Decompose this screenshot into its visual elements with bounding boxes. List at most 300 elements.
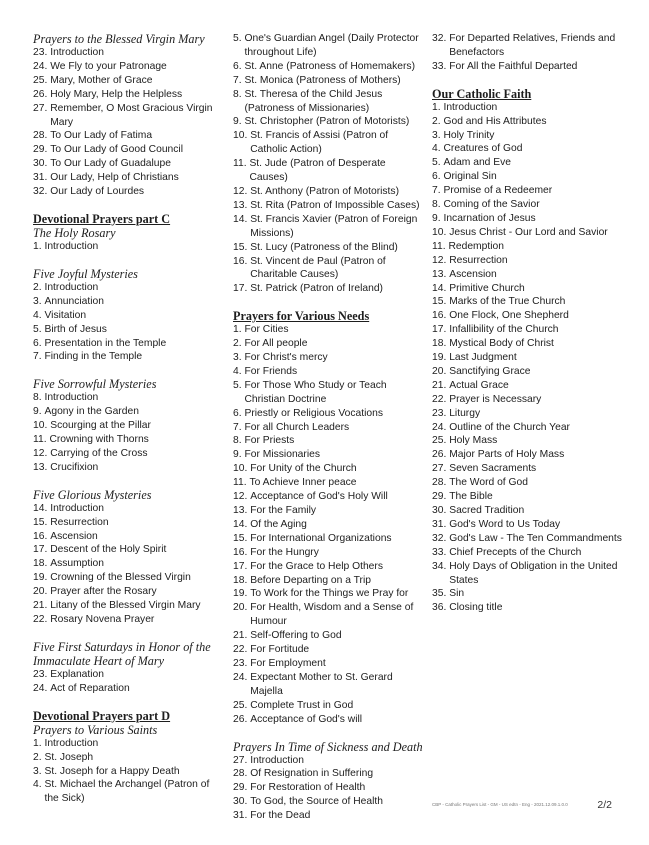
list-item (33, 502, 223, 516)
item-text: Prayer is Necessary (449, 393, 542, 405)
column-2 (233, 32, 425, 823)
section (33, 709, 223, 807)
list-item (33, 143, 223, 157)
item-number: 9. (233, 116, 242, 128)
item-text: Introduction (44, 240, 99, 252)
list-item (233, 157, 425, 185)
list-item (233, 32, 425, 60)
section-spacer (33, 364, 223, 377)
item-text: Descent of the Holy Spirit (50, 544, 167, 556)
list-item (233, 365, 425, 379)
item-text: Acceptance of God's will (250, 713, 363, 725)
list-item (432, 142, 624, 156)
item-text: Holy Mass (449, 435, 498, 447)
item-number: 15. (233, 241, 248, 253)
item-number: 15. (432, 296, 447, 308)
item-text: St. Anthony (Patron of Motorists) (250, 185, 399, 197)
item-text: Introduction (44, 737, 99, 749)
section (33, 377, 223, 474)
item-number: 23. (33, 668, 48, 680)
footer-doc-id: CBP - Catholic Prayers List - GM - US edtn - Eng - 2021.12.09.1.0.0 (432, 802, 568, 807)
item-text: Introduction (44, 392, 99, 404)
item-number: 3. (233, 352, 242, 364)
subsection-heading: Five Joyful Mysteries (33, 266, 138, 281)
item-number: 9. (233, 449, 242, 461)
item-text: For Cities (244, 324, 289, 336)
item-text: Holy Days of Obligation in the United States (449, 560, 618, 586)
list-item (432, 379, 624, 393)
item-number: 12. (33, 447, 48, 459)
item-number: 16. (432, 310, 447, 322)
list-item (33, 668, 223, 682)
list-item (233, 809, 425, 823)
list-item (33, 309, 223, 323)
item-number: 16. (33, 530, 48, 542)
item-text: St. Monica (Patroness of Mothers) (244, 74, 401, 86)
item-number: 27. (432, 463, 447, 475)
subsection-heading: Prayers In Time of Sickness and Death (233, 739, 423, 754)
item-number: 5. (233, 33, 242, 44)
list-item (432, 601, 624, 615)
list-item (33, 433, 223, 447)
list-item (233, 448, 425, 462)
item-text: Seven Sacraments (449, 463, 537, 475)
list-item (33, 599, 223, 613)
item-text: St. Joseph (44, 751, 94, 763)
item-text: To Our Lady of Guadalupe (50, 158, 171, 170)
item-number: 11. (233, 158, 247, 170)
item-number: 2. (233, 338, 242, 350)
list-item (432, 226, 624, 240)
section (33, 267, 223, 364)
item-list (33, 240, 223, 254)
item-text: God and His Attributes (443, 115, 547, 127)
item-text: Major Parts of Holy Mass (449, 449, 565, 461)
item-text: Introduction (443, 101, 498, 113)
item-number: 19. (33, 572, 48, 584)
item-text: Prayer after the Rosary (50, 586, 157, 598)
item-text: For Christ's mercy (244, 352, 328, 364)
item-number: 29. (33, 144, 48, 156)
section-heading: Devotional Prayers part D (33, 708, 171, 723)
item-text: St. Patrick (Patron of Ireland) (250, 283, 383, 295)
item-list (33, 737, 223, 807)
item-number: 17. (432, 324, 447, 336)
item-number: 3. (33, 295, 42, 307)
list-item (33, 461, 223, 475)
list-item (233, 767, 425, 781)
item-text: For International Organizations (250, 532, 392, 544)
item-number: 4. (33, 309, 42, 321)
item-number: 4. (33, 779, 42, 791)
item-text: The Bible (449, 491, 493, 503)
item-text: St. Theresa of the Child Jesus (Patroness of Missionaries) (244, 88, 383, 114)
item-number: 14. (233, 213, 248, 225)
item-text: Liturgy (449, 407, 481, 419)
item-text: St. Vincent de Paul (Patron of Charitable Causes) (250, 255, 386, 281)
item-number: 8. (233, 435, 242, 447)
item-text: Explanation (50, 668, 105, 680)
list-item (233, 699, 425, 713)
item-number: 25. (233, 699, 248, 711)
list-item (432, 309, 624, 323)
item-number: 13. (432, 268, 447, 280)
section-spacer (233, 727, 425, 740)
list-item (233, 713, 425, 727)
item-text: Resurrection (50, 516, 109, 528)
list-item (233, 74, 425, 88)
list-item (432, 156, 624, 170)
item-number: 31. (432, 518, 447, 530)
list-item (33, 405, 223, 419)
list-item (432, 212, 624, 226)
item-text: Promise of a Redeemer (443, 185, 553, 197)
list-item (432, 254, 624, 268)
item-list (233, 754, 425, 824)
list-item (432, 60, 624, 74)
item-text: Mary, Mother of Grace (50, 74, 153, 86)
item-number: 14. (233, 518, 248, 530)
list-item (33, 102, 223, 130)
item-number: 26. (233, 713, 248, 725)
list-item (233, 282, 425, 296)
item-text: Self-Offering to God (250, 630, 342, 642)
item-text: Adam and Eve (443, 157, 512, 169)
item-text: Our Lady, Help of Christians (50, 172, 179, 184)
section-spacer (432, 74, 624, 87)
list-item (432, 323, 624, 337)
item-number: 6. (432, 171, 441, 183)
item-list (233, 32, 425, 296)
item-text: Mystical Body of Christ (449, 338, 554, 350)
item-number: 15. (233, 532, 248, 544)
item-text: St. Joseph for a Happy Death (44, 765, 180, 777)
item-text: Redemption (448, 240, 504, 252)
column-3 (432, 32, 624, 615)
item-list (33, 281, 223, 364)
item-text: For all Church Leaders (244, 421, 350, 433)
item-text: For the Grace to Help Others (250, 560, 383, 572)
list-item (233, 462, 425, 476)
list-item (233, 546, 425, 560)
item-number: 7. (233, 74, 242, 86)
item-list (432, 32, 624, 74)
item-number: 11. (233, 477, 247, 489)
item-text: St. Anne (Patroness of Homemakers) (244, 60, 416, 72)
list-item (233, 351, 425, 365)
item-number: 27. (33, 102, 48, 114)
section (33, 640, 223, 696)
item-number: 4. (432, 143, 441, 155)
item-number: 13. (233, 505, 248, 516)
item-number: 3. (432, 129, 441, 141)
subsection-heading: Five Sorrowful Mysteries (33, 377, 157, 392)
item-number: 20. (33, 586, 48, 598)
list-item (33, 613, 223, 627)
list-item (432, 32, 624, 60)
item-number: 18. (432, 338, 447, 350)
item-number: 9. (432, 212, 441, 224)
list-item (233, 643, 425, 657)
section-spacer (33, 254, 223, 267)
list-item (432, 476, 624, 490)
item-number: 22. (33, 614, 48, 625)
item-text: Incarnation of Jesus (443, 212, 536, 224)
item-number: 32. (432, 33, 447, 44)
list-item (233, 518, 425, 532)
item-number: 2. (33, 751, 42, 763)
list-item (33, 419, 223, 433)
item-text: The Word of God (449, 477, 528, 489)
item-text: St. Lucy (Patroness of the Blind) (250, 241, 398, 253)
list-item (432, 532, 624, 546)
section-heading: Devotional Prayers part C (33, 211, 171, 226)
list-item (33, 295, 223, 309)
list-item (432, 129, 624, 143)
list-item (33, 129, 223, 143)
list-item (33, 778, 223, 806)
item-number: 5. (33, 323, 42, 335)
item-number: 19. (432, 352, 447, 364)
item-text: Finding in the Temple (44, 351, 143, 363)
item-text: Original Sin (443, 171, 497, 183)
item-number: 28. (33, 130, 48, 142)
list-item (233, 241, 425, 255)
section (233, 740, 425, 824)
item-number: 13. (33, 461, 48, 473)
item-text: Sin (449, 588, 465, 600)
section-heading: Prayers for Various Needs (233, 309, 370, 324)
list-item (432, 504, 624, 518)
item-text: God's Law - The Ten Commandments (449, 532, 622, 544)
item-text: Introduction (44, 281, 99, 293)
list-item (33, 682, 223, 696)
item-text: For Departed Relatives, Friends and Benefactors (449, 33, 616, 58)
item-list (432, 101, 624, 616)
section-spacer (33, 627, 223, 640)
item-number: 32. (33, 186, 48, 198)
list-item (33, 323, 223, 337)
list-item (233, 337, 425, 351)
item-text: Scourging at the Pillar (50, 420, 151, 432)
item-number: 22. (432, 393, 447, 405)
list-item (233, 185, 425, 199)
item-number: 1. (432, 101, 441, 113)
item-number: 27. (233, 754, 248, 766)
item-text: For Unity of the Church (250, 463, 357, 475)
list-item (432, 337, 624, 351)
list-item (233, 213, 425, 241)
item-number: 24. (233, 671, 248, 683)
item-number: 1. (233, 324, 242, 336)
item-text: Expectant Mother to St. Gerard Majella (250, 671, 393, 697)
list-item (432, 170, 624, 184)
item-number: 8. (233, 88, 242, 100)
item-text: Of the Aging (250, 518, 307, 530)
list-item (432, 546, 624, 560)
item-number: 36. (432, 602, 447, 614)
item-number: 17. (233, 283, 248, 295)
list-item (233, 379, 425, 407)
section (33, 212, 223, 254)
list-item (233, 199, 425, 213)
list-item (233, 115, 425, 129)
item-number: 26. (432, 449, 447, 461)
item-text: Annunciation (44, 295, 105, 307)
list-item (432, 198, 624, 212)
subsection-heading: Prayers to the Blessed Virgin Mary (33, 32, 205, 46)
item-text: Introduction (50, 502, 105, 514)
list-item (233, 587, 425, 601)
item-text: God's Word to Us Today (449, 518, 561, 530)
item-text: Rosary Novena Prayer (50, 614, 155, 625)
item-text: Introduction (250, 754, 305, 766)
section (432, 32, 624, 74)
item-number: 2. (432, 115, 441, 127)
list-item (432, 560, 624, 588)
list-item (33, 157, 223, 171)
item-number: 3. (33, 765, 42, 777)
item-text: St. Christopher (Patron of Motorists) (244, 116, 410, 128)
item-number: 24. (33, 682, 48, 694)
item-number: 6. (33, 337, 42, 349)
item-number: 26. (33, 88, 48, 100)
item-number: 31. (233, 810, 248, 822)
item-text: Remember, O Most Gracious Virgin Mary (50, 102, 213, 128)
item-text: Resurrection (449, 254, 508, 266)
item-number: 23. (233, 657, 248, 669)
list-item (432, 115, 624, 129)
item-number: 6. (233, 60, 242, 72)
list-item (432, 240, 624, 254)
list-item (233, 629, 425, 643)
item-text: Our Lady of Lourdes (50, 186, 145, 198)
item-text: To God, the Source of Health (250, 796, 383, 808)
item-number: 5. (233, 379, 242, 391)
list-item (33, 240, 223, 254)
item-text: Holy Trinity (443, 129, 495, 141)
item-number: 28. (432, 477, 447, 489)
item-number: 17. (233, 560, 248, 572)
item-text: Crowning with Thorns (49, 434, 149, 446)
item-number: 32. (432, 532, 447, 544)
item-number: 5. (432, 157, 441, 169)
list-item (33, 447, 223, 461)
section-spacer (33, 199, 223, 212)
section-heading: Our Catholic Faith (432, 86, 532, 101)
item-text: Crowning of the Blessed Virgin (50, 572, 191, 584)
list-item (233, 434, 425, 448)
item-list (33, 391, 223, 474)
item-number: 2. (33, 281, 42, 293)
item-number: 30. (33, 158, 48, 170)
item-number: 1. (33, 240, 42, 252)
item-number: 24. (432, 421, 447, 433)
list-item (432, 282, 624, 296)
page-number: 2/2 (597, 799, 612, 811)
item-number: 13. (233, 199, 248, 211)
list-item (33, 337, 223, 351)
item-number: 9. (33, 406, 42, 418)
item-number: 8. (33, 392, 42, 404)
item-text: St. Michael the Archangel (Patron of the Sick) (44, 779, 210, 805)
list-item (432, 490, 624, 504)
item-text: To Our Lady of Fatima (50, 130, 153, 142)
item-number: 24. (33, 60, 48, 72)
item-number: 29. (432, 491, 447, 503)
item-text: For Employment (250, 657, 326, 669)
list-item (33, 391, 223, 405)
list-item (233, 129, 425, 157)
item-text: Sanctifying Grace (449, 365, 531, 377)
list-item (233, 490, 425, 504)
list-item (432, 295, 624, 309)
item-number: 21. (432, 379, 447, 391)
item-number: 21. (33, 600, 48, 612)
item-text: St. Francis of Assisi (Patron of Catholic Action) (250, 130, 389, 156)
list-item (33, 543, 223, 557)
list-item (33, 585, 223, 599)
list-item (33, 88, 223, 102)
item-text: For All people (244, 338, 308, 350)
list-item (432, 365, 624, 379)
item-number: 20. (432, 365, 447, 377)
list-item (432, 268, 624, 282)
list-item (233, 255, 425, 283)
list-item (432, 518, 624, 532)
item-number: 1. (33, 737, 42, 749)
item-text: Assumption (50, 558, 105, 570)
item-text: For the Dead (250, 810, 311, 822)
item-number: 17. (33, 544, 48, 556)
item-number: 34. (432, 560, 447, 572)
list-item (33, 751, 223, 765)
item-text: Last Judgment (449, 352, 517, 364)
item-number: 12. (432, 254, 447, 266)
item-text: Holy Mary, Help the Helpless (50, 88, 183, 100)
section (432, 87, 624, 616)
item-text: St. Jude (Patron of Desperate Causes) (249, 158, 386, 184)
item-text: Outline of the Church Year (449, 421, 570, 433)
item-number: 10. (233, 463, 248, 475)
list-item (432, 101, 624, 115)
subsection-heading: The Holy Rosary (33, 225, 116, 240)
section (233, 309, 425, 726)
item-text: For Those Who Study or Teach Christian Doctrine (244, 379, 387, 405)
list-item (33, 350, 223, 364)
item-number: 10. (432, 226, 447, 238)
item-text: Sacred Tradition (449, 505, 525, 516)
item-text: For Health, Wisdom and a Sense of Humour (250, 602, 414, 628)
item-text: Ascension (50, 530, 98, 542)
list-item (33, 281, 223, 295)
item-number: 11. (33, 434, 47, 446)
list-item (33, 516, 223, 530)
subsection-heading: Five First Saturdays in Honor of the Immaculate Heart of Mary (33, 639, 211, 668)
list-item (233, 532, 425, 546)
list-item (233, 60, 425, 74)
item-number: 30. (233, 796, 248, 808)
list-item (432, 184, 624, 198)
item-list (33, 502, 223, 627)
item-text: To Achieve Inner peace (249, 477, 357, 489)
section (233, 32, 425, 296)
list-item (233, 657, 425, 671)
item-list (33, 46, 223, 199)
item-text: Jesus Christ - Our Lord and Savior (449, 226, 608, 238)
item-number: 25. (33, 74, 48, 86)
item-number: 33. (432, 60, 447, 72)
